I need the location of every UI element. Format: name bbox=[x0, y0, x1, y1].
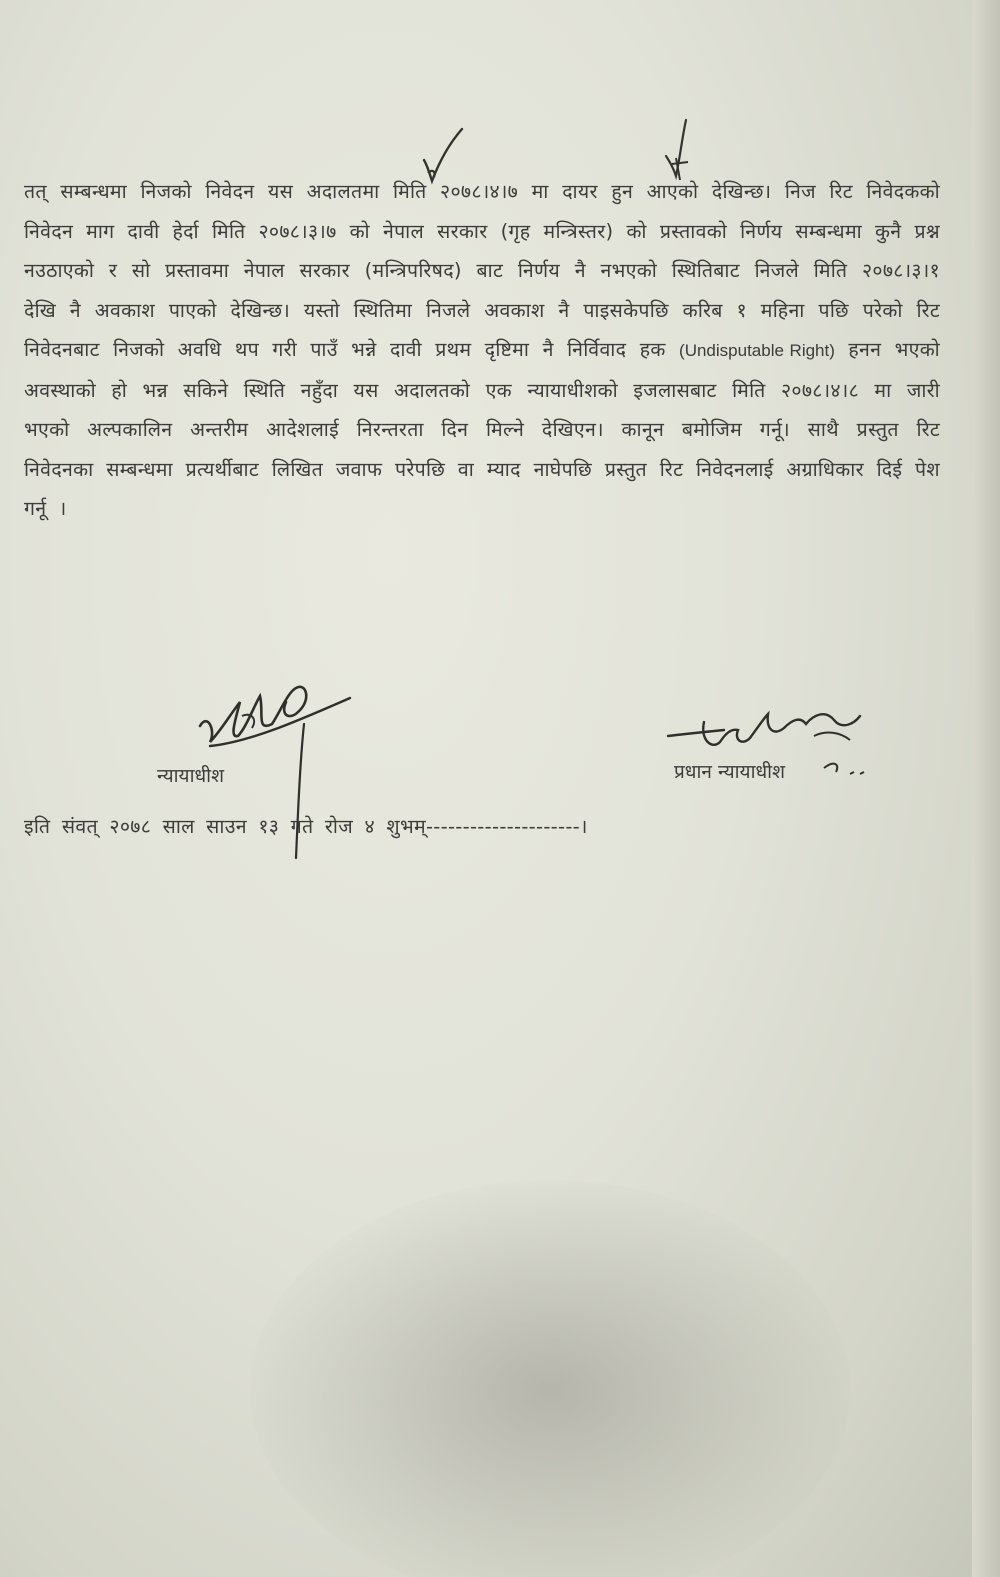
order-body-paragraph bbox=[24, 172, 940, 529]
chief-justice-label: प्रधान न्यायाधीश bbox=[674, 761, 786, 783]
paper-edge bbox=[972, 0, 1000, 1577]
order-text-part-1: तत् सम्बन्धमा निजको निवेदन यस अदालतमा मिति २०७८।४।७ मा दायर हुन आएको देखिन्छ। निज रिट निवेदकको निवेदन माग दावी हेर्दा मिति २०७८।३।७ को नेपाल सरकार (गृह मन्त्रिस्तर) को प्रस्तावको निर्णय सम्बन्धमा कुनै प्रश्न नउठाएको र सो प्रस्तावमा नेपाल सरकार (मन्त्रिपरिषद) बाट निर्णय नै नभएको स्थितिबाट निजले मिति २०७८।३।१ देखि नै अवकाश पाएको देखिन्छ। यस्तो स्थितिमा निजले अवकाश नै पाइसकेपछि करिब १ महिना पछि परेको रिट निवेदनबाट निजको अवधि थप गरी पाउँ भन्ने दावी प्रथम दृष्टिमा नै निर्विवाद हक bbox=[24, 180, 940, 361]
page-shadow bbox=[250, 1180, 850, 1577]
judge-label: न्यायाधीश bbox=[157, 765, 225, 787]
order-text-part-2: हनन भएको अवस्थाको हो भन्न सकिने स्थिति नहुँदा यस अदालतको एक न्यायाधीशको इजलासबाट मिति २०७८।४।८ मा जारी भएको अल्पकालिन अन्तरीम आदेशलाई निरन्तरता दिन मिल्ने देखिएन। कानून बमोजिम गर्नू। साथै प्रस्तुत रिट निवेदनका सम्बन्धमा प्रत्यर्थीबाट लिखित जवाफ परेपछि वा म्याद नाघेपछि प्रस्तुत रिट निवेदनलाई अग्राधिकार दिई पेश गर्नू । bbox=[24, 338, 941, 520]
english-term: (Undisputable Right) bbox=[679, 341, 835, 360]
closing-date-line: इति संवत् २०७८ साल साउन १३ गते रोज ४ शुभम्---------------------। bbox=[24, 815, 588, 838]
